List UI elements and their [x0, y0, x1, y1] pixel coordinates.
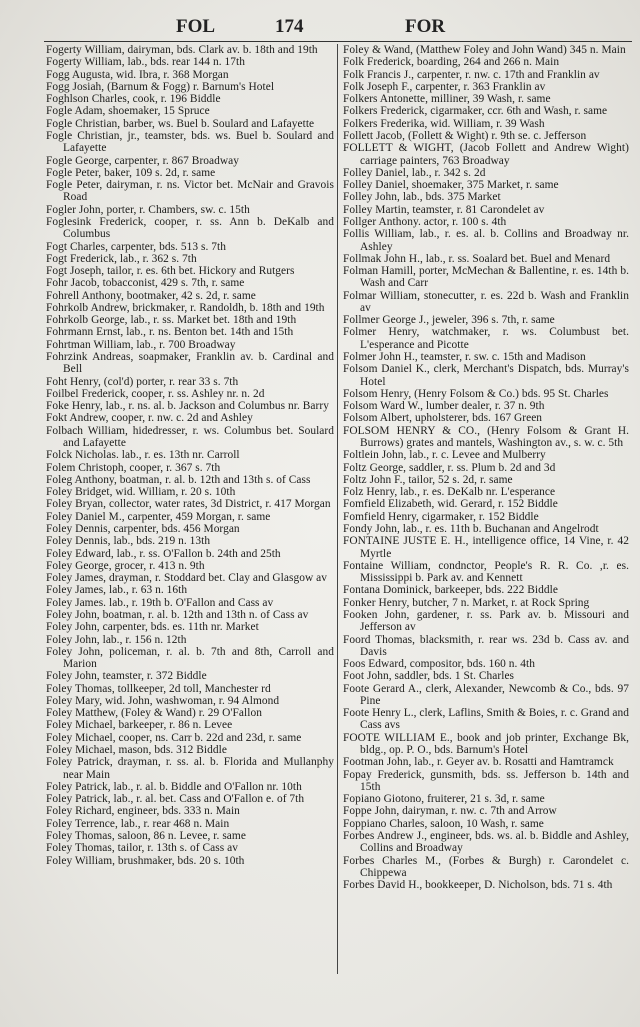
directory-entry: Fogle George, carpenter, r. 867 Broadway	[46, 154, 240, 167]
directory-entry: Foley Patrick, lab., r. al. b. Biddle and O'Fallon nr. 10th	[46, 780, 302, 793]
directory-entry: Foos Edward, compositor, bds. 160 n. 4th	[343, 658, 536, 671]
directory-entry: Foley James, drayman, r. Stoddard bet. Clay and Glasgow av	[46, 572, 327, 585]
directory-entry: Fogt Joseph, tailor, r. es. 6th bet. Hickory and Rutgers	[46, 265, 295, 278]
page-number: 174	[275, 16, 304, 37]
directory-entry: Folmar William, stonecutter, r. es. 22d b. Wash and Franklin av	[343, 289, 629, 314]
directory-entry: Folem Christoph, cooper, r. 367 s. 7th	[46, 461, 221, 474]
directory-entry: Follger Anthony. actor, r. 100 s. 4th	[343, 215, 507, 228]
directory-entry: Folley Daniel, lab., r. 342 s. 2d	[343, 166, 486, 179]
directory-entry: Foley Thomas, tailor, r. 13th s. of Cass av	[46, 842, 238, 855]
directory-entry: Foilbel Frederick, cooper, r. ss. Ashley nr. n. 2d	[46, 387, 265, 400]
directory-entry: Foley John, policeman, r. al. b. 7th and 8th, Carroll and Marion	[46, 645, 334, 671]
directory-entry: Fohrell Anthony, bootmaker, 42 s. 2d, r. same	[46, 289, 256, 302]
directory-entry: Fomfield Elizabeth, wid. Gerard, r. 152 Biddle	[343, 498, 558, 511]
directory-entry: Foley William, brushmaker, bds. 20 s. 10th	[46, 854, 245, 867]
directory-entry: FOLLETT & WIGHT, (Jacob Follett and Andrew Wight) carriage painters, 763 Broadway	[343, 142, 629, 167]
directory-entry: Foglesink Frederick, cooper, r. ss. Ann b. DeKalb and Columbus	[46, 215, 334, 241]
directory-entry: FOOTE WILLIAM E., book and job printer, Exchange Bk, bldg., op. P. O., bds. Barnum's Hotel	[343, 731, 629, 757]
directory-entry: Fooken John, gardener, r. ss. Park av. b. Missouri and Jefferson av	[343, 608, 629, 634]
directory-entry: Foley Thomas, tollkeeper, 2d toll, Manchester rd	[46, 682, 271, 695]
directory-entry: Foppiano Charles, saloon, 10 Wash, r. same	[343, 817, 544, 830]
directory-entry: Foley Bryan, collector, water rates, 3d District, r. 417 Morgan	[46, 498, 331, 511]
directory-entry: Foley Michael, cooper, ns. Carr b. 22d and 23d, r. same	[46, 731, 302, 744]
directory-entry: Fohrkolb George, lab., r. ss. Market bet. 18th and 19th	[46, 314, 297, 327]
directory-entry: Folley John, lab., bds. 375 Market	[343, 191, 501, 204]
page-header	[0, 12, 640, 42]
directory-entry: Fogle Adam, shoemaker, 15 Spruce	[46, 105, 210, 118]
right-column	[343, 44, 629, 891]
directory-entry: Fogle Christian, jr., teamster, bds. ws. Buel b. Soulard and Lafayette	[46, 129, 334, 155]
directory-entry: Folk Frederick, boarding, 264 and 266 n. Main	[343, 56, 560, 69]
directory-entry: Foote Gerard A., clerk, Alexander, Newcomb & Co., bds. 97 Pine	[343, 682, 629, 707]
directory-entry: Folkers Frederika, wid. William, r. 39 Wash	[343, 117, 545, 130]
directory-entry: Follmer George J., jeweler, 396 s. 7th, r. same	[343, 314, 555, 327]
directory-entry: Forbes David H., bookkeeper, D. Nicholson, bds. 71 s. 4th	[343, 879, 613, 892]
directory-entry: Fohrtman William, lab., r. 700 Broadway	[46, 338, 236, 351]
directory-entry: Folkers Antonette, milliner, 39 Wash, r. same	[343, 93, 551, 106]
directory-entry: Foley Bridget, wid. William, r. 20 s. 10th	[46, 486, 236, 499]
directory-entry: Fogt Charles, carpenter, bds. 513 s. 7th	[46, 240, 226, 253]
directory-entry: Folkers Frederick, cigarmaker, ccr. 6th and Wash, r. same	[343, 105, 608, 118]
directory-entry: Fohrkolb Andrew, brickmaker, r. Randoldh, b. 18th and 19th	[46, 301, 325, 314]
directory-entry: Folz Henry, lab., r. es. DeKalb nr. L'esperance	[343, 486, 556, 499]
directory-entry: Fondy John, lab., r. es. 11th b. Buchanan and Angelrodt	[343, 522, 599, 535]
directory-entry: Foleg Anthony, boatman, r. al. b. 12th and 13th s. of Cass	[46, 473, 311, 486]
directory-entry: Foord Thomas, blacksmith, r. rear ws. 23d b. Cass av. and Davis	[343, 633, 629, 658]
directory-entry: Fogler John, porter, r. Chambers, sw. c. 15th	[46, 203, 250, 216]
directory-entry: Foot John, saddler, bds. 1 St. Charles	[343, 670, 515, 683]
directory-entry: Foltlein John, lab., r. c. Levee and Mulberry	[343, 449, 546, 462]
directory-entry: Foley John, lab., r. 156 n. 12th	[46, 633, 187, 646]
directory-entry: Folsom Henry, (Henry Folsom & Co.) bds. 95 St. Charles	[343, 387, 609, 400]
header-rule	[44, 41, 632, 42]
directory-entry: Folbach William, hidedresser, r. ws. Columbus bet. Soulard and Lafayette	[46, 424, 334, 449]
directory-entry: Foley Mary, wid. John, washwoman, r. 94 Almond	[46, 694, 280, 707]
directory-entry: Fogt Frederick, lab., r. 362 s. 7th	[46, 252, 197, 265]
directory-entry: Forbes Charles M., (Forbes & Burgh) r. Carondelet c. Chippewa	[343, 854, 629, 879]
directory-entry: Foppe John, dairyman, r. nw. c. 7th and Arrow	[343, 805, 557, 818]
directory-entry: Folley Martin, teamster, r. 81 Carondelet av	[343, 203, 545, 216]
directory-entry: Foley John, carpenter, bds. es. 11th nr. Market	[46, 621, 259, 634]
directory-entry: Foht Henry, (col'd) porter, r. rear 33 s. 7th	[46, 375, 239, 388]
directory-entry: Fokt Andrew, cooper, r. nw. c. 2d and Ashley	[46, 412, 253, 425]
directory-entry: Fopiano Giotono, fruiterer, 21 s. 3d, r. same	[343, 793, 545, 806]
directory-entry: Fontaine William, condnctor, People's R. R. Co. ,r. es. Mississippi b. Park av. and Kennett	[343, 559, 629, 585]
directory-entry: Foley James. lab., r. 19th b. O'Fallon and Cass av	[46, 596, 274, 609]
directory-entry: Foley James, lab., r. 63 n. 16th	[46, 584, 188, 597]
directory-entry: Foley & Wand, (Matthew Foley and John Wand) 345 n. Main	[343, 44, 626, 56]
directory-entry: Foley Dennis, carpenter, bds. 456 Morgan	[46, 522, 240, 535]
directory-entry: Fogerty William, lab., bds. rear 144 n. 17th	[46, 56, 245, 69]
directory-entry: Foghlson Charles, cook, r. 196 Biddle	[46, 93, 221, 106]
directory-entry: Fohrzink Andreas, soapmaker, Franklin av. b. Cardinal and Bell	[46, 351, 334, 376]
directory-entry: Fogerty William, dairyman, bds. Clark av. b. 18th and 19th	[46, 44, 318, 56]
directory-entry: Folley Daniel, shoemaker, 375 Market, r. same	[343, 179, 559, 192]
directory-entry: Follmak John H., lab., r. ss. Soalard bet. Buel and Menard	[343, 252, 611, 265]
directory-entry: Foley John, teamster, r. 372 Biddle	[46, 670, 207, 683]
directory-entry: Foley Richard, engineer, bds. 333 n. Main	[46, 805, 240, 818]
directory-entry: Fohrmann Ernst, lab., r. ns. Benton bet. 14th and 15th	[46, 326, 294, 339]
left-guide-word: FOL	[176, 16, 216, 37]
right-guide-word: FOR	[405, 16, 446, 37]
directory-entry: Foote Henry L., clerk, Laflins, Smith & Boies, r. c. Grand and Cass avs	[343, 707, 629, 732]
directory-entry: Forbes Andrew J., engineer, bds. ws. al. b. Biddle and Ashley, Collins and Broadway	[343, 830, 629, 855]
directory-entry: Fogle Peter, baker, 109 s. 2d, r. same	[46, 166, 216, 179]
directory-entry: FOLSOM HENRY & CO., (Henry Folsom & Grant H. Burrows) grates and mantels, Washington av., s. w. c. 5th	[343, 424, 629, 449]
directory-entry: Folk Francis J., carpenter, r. nw. c. 17th and Franklin av	[343, 68, 600, 81]
directory-entry: Fonker Henry, butcher, 7 n. Market, r. at Rock Spring	[343, 596, 590, 609]
directory-entry: Foltz John F., tailor, 52 s. 2d, r. same	[343, 473, 513, 486]
directory-entry: Footman John, lab., r. Geyer av. b. Rosatti and Hamtramck	[343, 756, 614, 769]
directory-entry: Fohr Jacob, tobacconist, 429 s. 7th, r. same	[46, 277, 245, 290]
directory-entry: Fogg Augusta, wid. Ibra, r. 368 Morgan	[46, 68, 229, 81]
directory-entry: Folmer John H., teamster, r. sw. c. 15th and Madison	[343, 351, 586, 364]
directory-entry: Fontana Dominick, barkeeper, bds. 222 Biddle	[343, 584, 558, 597]
directory-entry: Folck Nicholas. lab., r. es. 13th nr. Carroll	[46, 449, 240, 462]
directory-entry: Follett Jacob, (Follett & Wight) r. 9th se. c. Jefferson	[343, 129, 587, 142]
column-divider	[337, 44, 338, 974]
directory-entry: Foke Henry, lab., r. ns. al. b. Jackson and Columbus nr. Barry	[46, 400, 329, 413]
directory-entry: Fogle Christian, barber, ws. Buel b. Soulard and Lafayette	[46, 117, 315, 130]
directory-entry: Foley Matthew, (Foley & Wand) r. 29 O'Fallon	[46, 707, 262, 720]
directory-entry: Folsom Ward W., lumber dealer, r. 37 n. 9th	[343, 400, 545, 413]
left-column	[46, 44, 334, 867]
directory-entry: Follis William, lab., r. es. al. b. Collins and Broadway nr. Ashley	[343, 228, 629, 253]
directory-entry: Fogg Josiah, (Barnum & Fogg) r. Barnum's Hotel	[46, 80, 275, 93]
directory-entry: Foley Edward, lab., r. ss. O'Fallon b. 24th and 25th	[46, 547, 281, 560]
directory-entry: Folmer Henry, watchmaker, r. ws. Columbust bet. L'esperance and Picotte	[343, 326, 629, 351]
directory-entry: Foley Thomas, saloon, 86 n. Levee, r. same	[46, 830, 246, 842]
directory-entry: Foley Daniel M., carpenter, 459 Morgan, r. same	[46, 510, 271, 523]
directory-entry: Foley Dennis, lab., bds. 219 n. 13th	[46, 535, 211, 548]
directory-entry: Foltz George, saddler, r. ss. Plum b. 2d and 3d	[343, 461, 556, 474]
directory-entry: Folsom Daniel K., clerk, Merchant's Dispatch, bds. Murray's Hotel	[343, 363, 629, 388]
directory-entry: Foley Terrence, lab., r. rear 468 n. Main	[46, 817, 230, 830]
directory-entry: Folk Joseph F., carpenter, r. 363 Franklin av	[343, 80, 546, 93]
directory-entry: Fopay Frederick, gunsmith, bds. ss. Jefferson b. 14th and 15th	[343, 768, 629, 793]
directory-entry: Foley Patrick, drayman, r. ss. al. b. Florida and Mullanphy near Main	[46, 756, 334, 781]
directory-entry: Foley George, grocer, r. 413 n. 9th	[46, 559, 205, 572]
directory-entry: Foley Michael, barkeeper, r. 86 n. Levee	[46, 719, 233, 732]
directory-entry: Foley John, boatman, r. al. b. 12th and 13th n. of Cass av	[46, 608, 309, 621]
directory-entry: Foley Patrick, lab., r. al. bet. Cass and O'Fallon e. of 7th	[46, 793, 305, 806]
directory-entry: Folsom Albert, upholsterer, bds. 167 Green	[343, 412, 543, 425]
directory-entry: FONTAINE JUSTE E. H., intelligence office, 14 Vine, r. 42 Myrtle	[343, 535, 629, 560]
directory-entry: Folman Hamill, porter, McMechan & Ballentine, r. es. 14th b. Wash and Carr	[343, 265, 629, 290]
directory-entry: Fomfield Henry, cigarmaker, r. 152 Biddle	[343, 510, 539, 523]
directory-entry: Fogle Peter, dairyman, r. ns. Victor bet. McNair and Gravois Road	[46, 179, 334, 204]
directory-entry: Foley Michael, mason, bds. 312 Biddle	[46, 744, 227, 757]
